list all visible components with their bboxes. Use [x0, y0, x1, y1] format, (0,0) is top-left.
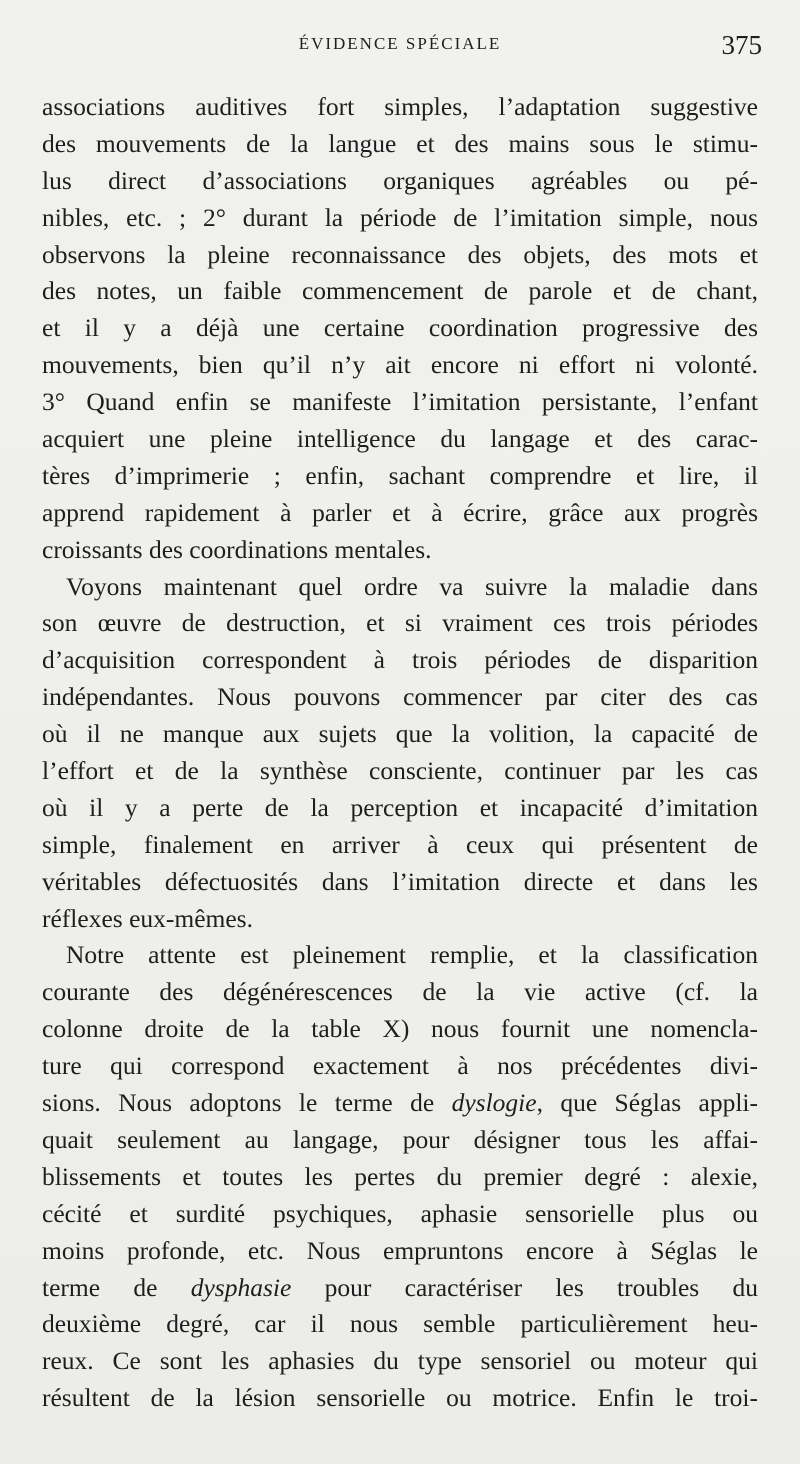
text-line: cécité et surdité psychiques, aphasie sensorielle plus ou — [42, 1198, 758, 1228]
text-line: l’effort et de la synthèse consciente, continuer par les cas — [42, 756, 758, 786]
running-head — [40, 30, 760, 70]
text-line: Voyons maintenant quel ordre va suivre la maladie dans — [66, 571, 758, 601]
text-line: croissants des coordinations mentales. — [42, 534, 432, 564]
text-line: reux. Ce sont les aphasies du type sensoriel ou moteur qui — [42, 1346, 758, 1376]
text-line: son œuvre de destruction, et si vraiment ces trois périodes — [42, 608, 758, 638]
text-line: ture qui correspond exactement à nos précédentes divi- — [42, 1051, 758, 1081]
text-line: et il y a déjà une certaine coordination progressive des — [42, 313, 758, 343]
text-segment: terme de — [42, 1272, 191, 1302]
text-line: deuxième degré, car il nous semble particulièrement heu- — [42, 1309, 758, 1339]
text-line: où il ne manque aux sujets que la volition, la capacité de — [42, 719, 758, 749]
text-line: des notes, un faible commencement de parole et de chant, — [42, 276, 758, 306]
text-line: véritables défectuosités dans l’imitation directe et dans les — [42, 866, 758, 896]
page-number: 375 — [721, 30, 762, 60]
text-line: observons la pleine reconnaissance des objets, des mots et — [42, 239, 758, 269]
text-segment: sions. Nous adoptons le terme de — [42, 1088, 452, 1118]
text-line: 3° Quand enfin se manifeste l’imitation persistante, l’enfant — [42, 387, 758, 417]
text-line: colonne droite de la table X) nous fournit une nomencla- — [42, 1014, 758, 1044]
text-line: blissements et toutes les pertes du premier degré : alexie, — [42, 1161, 758, 1191]
text-line: Notre attente est pleinement remplie, et la classification — [66, 940, 758, 970]
text-line: acquiert une pleine intelligence du langage et des carac- — [42, 424, 758, 454]
body-text — [42, 89, 758, 1417]
text-line: des mouvements de la langue et des mains sous le stimu- — [42, 128, 758, 158]
text-line: apprend rapidement à parler et à écrire, grâce aux progrès — [42, 497, 758, 527]
text-line: indépendantes. Nous pouvons commencer par citer des cas — [42, 682, 758, 712]
text-line: où il y a perte de la perception et incapacité d’imitation — [42, 792, 758, 822]
text-line: nibles, etc. ; 2° durant la période de l’imitation simple, nous — [42, 202, 758, 232]
text-line: courante des dégénérescences de la vie active (cf. la — [42, 977, 758, 1007]
text-line-with-italic — [42, 1085, 758, 1122]
text-segment: pour caractériser les troubles du — [291, 1272, 758, 1302]
text-line: quait seulement au langage, pour désigner tous les affai- — [42, 1124, 758, 1154]
text-line: d’acquisition correspondent à trois périodes de disparition — [42, 645, 758, 675]
italic-term: dyslogie — [451, 1088, 537, 1118]
text-line: lus direct d’associations organiques agréables ou pé- — [42, 165, 758, 195]
text-line: mouvements, bien qu’il n’y ait encore ni effort ni volonté. — [42, 350, 758, 380]
text-line: associations auditives fort simples, l’adaptation suggestive — [42, 92, 758, 121]
text-line: réflexes eux-mêmes. — [42, 903, 253, 933]
text-line: tères d’imprimerie ; enfin, sachant comprendre et lire, il — [42, 460, 758, 490]
running-title: ÉVIDENCE SPÉCIALE — [298, 34, 502, 53]
text-line-with-italic — [42, 1270, 758, 1307]
text-line: simple, finalement en arriver à ceux qui présentent de — [42, 829, 758, 859]
italic-term: dysphasie — [190, 1272, 292, 1302]
text-line: résultent de la lésion sensorielle ou motrice. Enfin le troi- — [42, 1383, 758, 1413]
text-segment: , que Séglas appli- — [536, 1088, 758, 1118]
text-line: moins profonde, etc. Nous empruntons encore à Séglas le — [42, 1235, 758, 1265]
